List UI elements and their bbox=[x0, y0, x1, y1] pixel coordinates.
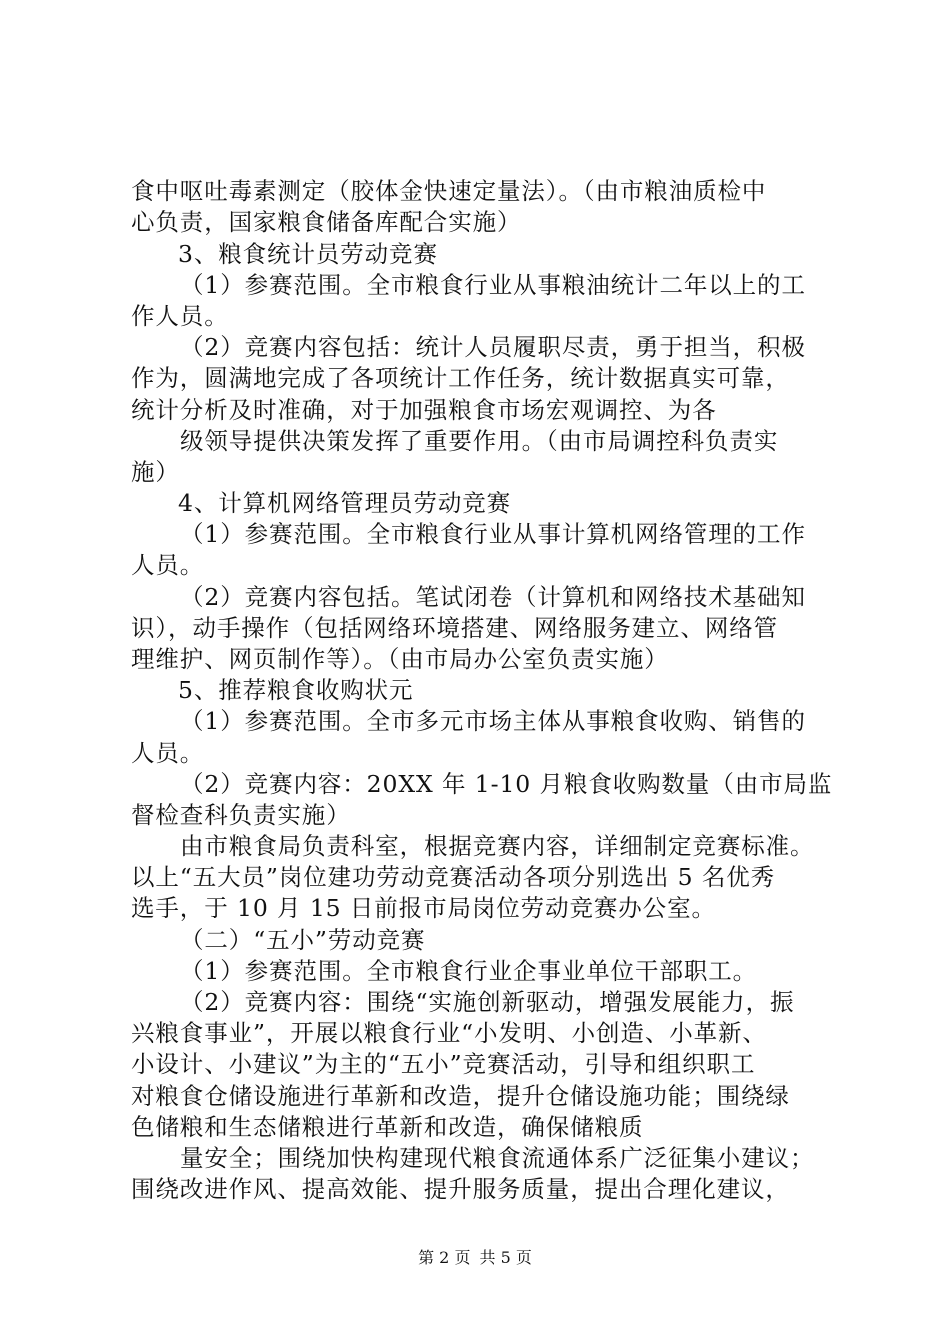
text-line: 心负责，国家粮食储备库配合实施） bbox=[131, 208, 522, 236]
text-line: 统计分析及时准确，对于加强粮食市场宏观调控、为各 bbox=[131, 396, 717, 424]
text-line: （2）竞赛内容：20XX 年 1-10 月粮食收购数量（由市局监 bbox=[180, 770, 833, 798]
text-line: 对粮食仓储设施进行革新和改造，提升仓储设施功能；围绕绿 bbox=[131, 1082, 790, 1110]
text-line: 施） bbox=[131, 458, 180, 486]
text-line: 由市粮食局负责科室，根据竞赛内容，详细制定竞赛标准。 bbox=[180, 832, 815, 860]
text-line: 兴粮食事业”，开展以粮食行业“小发明、小创造、小革新、 bbox=[131, 1019, 767, 1047]
page-footer bbox=[0, 1245, 950, 1268]
text-line: （1）参赛范围。全市粮食行业从事粮油统计二年以上的工 bbox=[180, 271, 806, 299]
text-line: 量安全；围绕加快构建现代粮食流通体系广泛征集小建议； bbox=[180, 1144, 815, 1172]
text-line: 3、粮食统计员劳动竞赛 bbox=[178, 240, 438, 268]
text-line: （2）竞赛内容：围绕“实施创新驱动，增强发展能力，振 bbox=[180, 988, 795, 1016]
text-line: 围绕改进作风、提高效能、提升服务质量，提出合理化建议， bbox=[131, 1175, 790, 1203]
text-line: （1）参赛范围。全市粮食行业从事计算机网络管理的工作 bbox=[180, 520, 806, 548]
text-line: 食中呕吐毒素测定（胶体金快速定量法）。（由市粮油质检中 bbox=[131, 177, 767, 205]
text-line: 人员。 bbox=[131, 739, 205, 767]
text-line: 识），动手操作（包括网络环境搭建、网络服务建立、网络管 bbox=[131, 614, 779, 642]
text-line: 5、推荐粮食收购状元 bbox=[178, 676, 414, 704]
text-line: （1）参赛范围。全市粮食行业企事业单位干部职工。 bbox=[180, 957, 758, 985]
text-line: 以上“五大员”岗位建功劳动竞赛活动各项分别选出 5 名优秀 bbox=[131, 863, 776, 891]
page-total: 共 5 页 bbox=[479, 1248, 532, 1267]
text-line: 督检查科负责实施） bbox=[131, 801, 351, 829]
text-line: （2）竞赛内容包括。笔试闭卷（计算机和网络技术基础知 bbox=[180, 583, 806, 611]
text-line: 理维护、网页制作等）。（由市局办公室负责实施） bbox=[131, 645, 669, 673]
text-line: 作为，圆满地完成了各项统计工作任务，统计数据真实可靠， bbox=[131, 364, 790, 392]
text-line: 作人员。 bbox=[131, 302, 229, 330]
text-line: （二）“五小”劳动竞赛 bbox=[180, 926, 426, 954]
text-line: 级领导提供决策发挥了重要作用。（由市局调控科负责实 bbox=[180, 427, 779, 455]
text-line: 4、计算机网络管理员劳动竞赛 bbox=[178, 489, 512, 517]
text-line: 人员。 bbox=[131, 551, 205, 579]
text-line: 色储粮和生态储粮进行革新和改造，确保储粮质 bbox=[131, 1113, 644, 1141]
page-number: 第 2 页 bbox=[418, 1248, 471, 1267]
text-line: （1）参赛范围。全市多元市场主体从事粮食收购、销售的 bbox=[180, 707, 806, 735]
text-line: （2）竞赛内容包括：统计人员履职尽责，勇于担当，积极 bbox=[180, 333, 806, 361]
text-line: 小设计、小建议”为主的“五小”竞赛活动，引导和组织职工 bbox=[131, 1050, 756, 1078]
text-line: 选手，于 10 月 15 日前报市局岗位劳动竞赛办公室。 bbox=[131, 894, 716, 922]
